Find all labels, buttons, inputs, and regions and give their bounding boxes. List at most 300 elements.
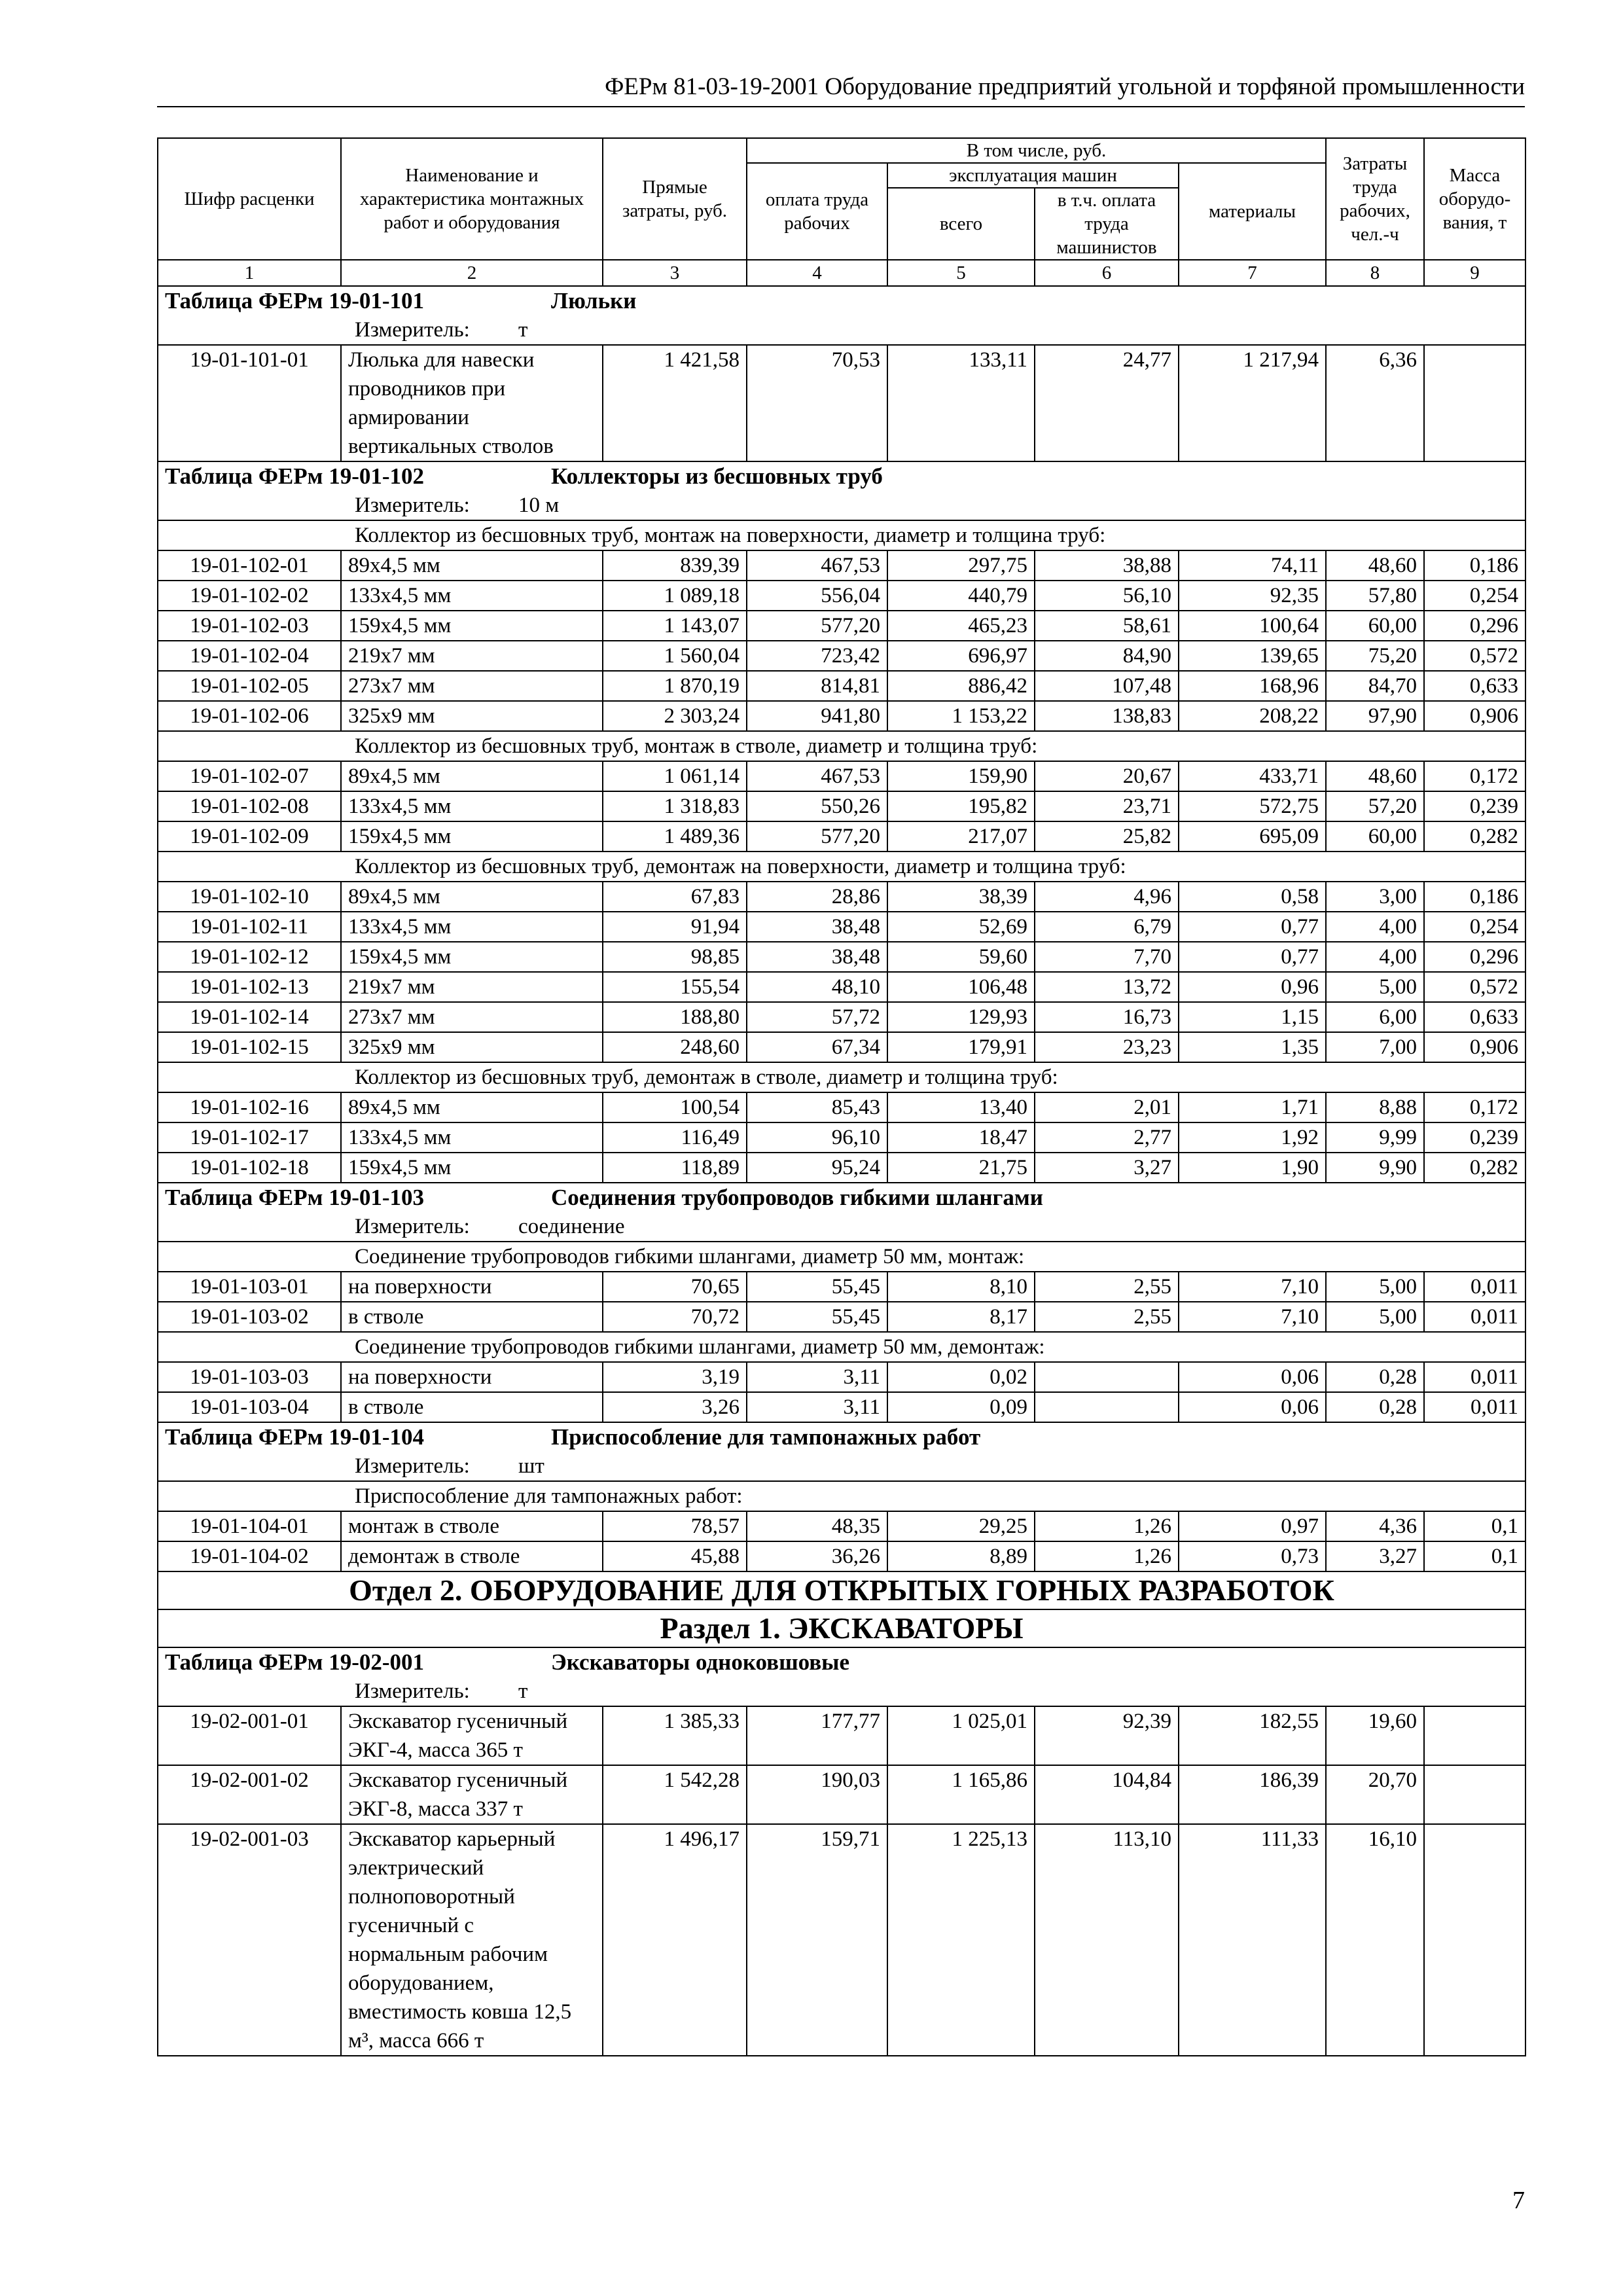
value-c3: 188,80 bbox=[603, 1002, 747, 1032]
table-row bbox=[158, 821, 1525, 852]
rate-code: 19-01-102-18 bbox=[158, 1153, 341, 1183]
col-code-header: Шифр расценки bbox=[158, 138, 341, 260]
value-c9: 0,186 bbox=[1424, 550, 1525, 581]
col-number: 1 bbox=[158, 260, 341, 286]
value-c3: 1 089,18 bbox=[603, 581, 747, 611]
value-c9: 0,011 bbox=[1424, 1302, 1525, 1332]
value-c4: 3,11 bbox=[747, 1362, 887, 1392]
value-c6: 58,61 bbox=[1035, 611, 1179, 641]
value-c6 bbox=[1035, 1392, 1179, 1422]
col-labor-hours-header: Затраты труда рабочих, чел.-ч bbox=[1326, 138, 1424, 260]
rate-code: 19-01-101-01 bbox=[158, 345, 341, 461]
table-title-cell bbox=[158, 1647, 1525, 1677]
table-number: Таблица ФЕРм 19-01-101 bbox=[165, 288, 425, 314]
section-row bbox=[158, 1571, 1525, 1609]
table-row bbox=[158, 671, 1525, 701]
table-number: Таблица ФЕРм 19-02-001 bbox=[165, 1649, 425, 1675]
col-mach-total-header: всего bbox=[887, 188, 1035, 260]
table-row bbox=[158, 1362, 1525, 1392]
section-heading: Отдел 2. ОБОРУДОВАНИЕ ДЛЯ ОТКРЫТЫХ ГОРНЫХ РАЗРАБОТОК bbox=[158, 1571, 1525, 1609]
value-c9: 0,282 bbox=[1424, 821, 1525, 852]
work-name: 133х4,5 мм bbox=[341, 791, 603, 821]
work-name: 159х4,5 мм bbox=[341, 821, 603, 852]
col-incl-header: В том числе, руб. bbox=[747, 138, 1326, 163]
measure-cell bbox=[158, 315, 1525, 345]
col-number: 7 bbox=[1179, 260, 1326, 286]
measure-label: Измеритель: bbox=[355, 1215, 470, 1238]
value-c3: 98,85 bbox=[603, 942, 747, 972]
value-c5: 465,23 bbox=[887, 611, 1035, 641]
work-name: монтаж в стволе bbox=[341, 1511, 603, 1541]
work-name: 89х4,5 мм bbox=[341, 550, 603, 581]
value-c6: 16,73 bbox=[1035, 1002, 1179, 1032]
subheading-row bbox=[158, 1062, 1525, 1092]
table-row bbox=[158, 1392, 1525, 1422]
table-title-cell bbox=[158, 1422, 1525, 1452]
measure-label: Измеритель: bbox=[355, 318, 470, 342]
subheading-text: Коллектор из бесшовных труб, демонтаж в стволе, диаметр и толщина труб: bbox=[158, 1062, 1525, 1092]
value-c9: 0,239 bbox=[1424, 1122, 1525, 1153]
value-c5: 1 225,13 bbox=[887, 1824, 1035, 2056]
value-c9: 0,186 bbox=[1424, 882, 1525, 912]
work-name: 89х4,5 мм bbox=[341, 882, 603, 912]
measure-unit: 10 м bbox=[518, 493, 560, 517]
value-c3: 100,54 bbox=[603, 1092, 747, 1122]
table-row bbox=[158, 761, 1525, 791]
value-c3: 70,72 bbox=[603, 1302, 747, 1332]
value-c3: 91,94 bbox=[603, 912, 747, 942]
rate-code: 19-01-102-06 bbox=[158, 701, 341, 731]
value-c9: 0,296 bbox=[1424, 611, 1525, 641]
measure-unit: т bbox=[518, 1679, 528, 1703]
value-c4: 28,86 bbox=[747, 882, 887, 912]
value-c9 bbox=[1424, 1706, 1525, 1765]
value-c6: 1,26 bbox=[1035, 1511, 1179, 1541]
table-row bbox=[158, 641, 1525, 671]
table-header bbox=[158, 138, 1525, 286]
work-name: 219х7 мм bbox=[341, 972, 603, 1002]
col-number: 9 bbox=[1424, 260, 1525, 286]
value-c4: 36,26 bbox=[747, 1541, 887, 1571]
value-c9: 0,1 bbox=[1424, 1511, 1525, 1541]
value-c4: 190,03 bbox=[747, 1765, 887, 1824]
value-c4: 67,34 bbox=[747, 1032, 887, 1062]
work-name: 159х4,5 мм bbox=[341, 942, 603, 972]
table-row bbox=[158, 791, 1525, 821]
table-title: Экскаваторы одноковшовые bbox=[551, 1649, 850, 1675]
value-c5: 29,25 bbox=[887, 1511, 1035, 1541]
value-c3: 70,65 bbox=[603, 1272, 747, 1302]
value-c9: 0,011 bbox=[1424, 1362, 1525, 1392]
value-c7: 1,92 bbox=[1179, 1122, 1326, 1153]
value-c8: 4,00 bbox=[1326, 942, 1424, 972]
value-c9: 0,011 bbox=[1424, 1392, 1525, 1422]
subheading-text: Соединение трубопроводов гибкими шлангами, диаметр 50 мм, демонтаж: bbox=[158, 1332, 1525, 1362]
value-c4: 48,35 bbox=[747, 1511, 887, 1541]
table-number: Таблица ФЕРм 19-01-104 bbox=[165, 1424, 425, 1450]
value-c7: 0,96 bbox=[1179, 972, 1326, 1002]
measure-row bbox=[158, 1677, 1525, 1706]
value-c7: 1,71 bbox=[1179, 1092, 1326, 1122]
table-number: Таблица ФЕРм 19-01-103 bbox=[165, 1185, 425, 1210]
value-c4: 577,20 bbox=[747, 611, 887, 641]
table-row bbox=[158, 972, 1525, 1002]
value-c4: 550,26 bbox=[747, 791, 887, 821]
value-c4: 95,24 bbox=[747, 1153, 887, 1183]
value-c9: 0,572 bbox=[1424, 641, 1525, 671]
work-name: в стволе bbox=[341, 1302, 603, 1332]
value-c3: 1 489,36 bbox=[603, 821, 747, 852]
table-row bbox=[158, 1122, 1525, 1153]
value-c7: 1,35 bbox=[1179, 1032, 1326, 1062]
work-name: 89х4,5 мм bbox=[341, 761, 603, 791]
measure-label: Измеритель: bbox=[355, 1679, 470, 1703]
value-c7: 111,33 bbox=[1179, 1824, 1326, 2056]
section-heading: Раздел 1. ЭКСКАВАТОРЫ bbox=[158, 1609, 1525, 1647]
value-c7: 100,64 bbox=[1179, 611, 1326, 641]
col-number: 8 bbox=[1326, 260, 1424, 286]
value-c7: 139,65 bbox=[1179, 641, 1326, 671]
value-c8: 5,00 bbox=[1326, 972, 1424, 1002]
rate-code: 19-01-102-17 bbox=[158, 1122, 341, 1153]
value-c5: 0,09 bbox=[887, 1392, 1035, 1422]
rate-code: 19-01-102-07 bbox=[158, 761, 341, 791]
table-row bbox=[158, 1302, 1525, 1332]
col-direct-header: Прямые затраты, руб. bbox=[603, 138, 747, 260]
value-c4: 70,53 bbox=[747, 345, 887, 461]
value-c3: 1 143,07 bbox=[603, 611, 747, 641]
value-c5: 106,48 bbox=[887, 972, 1035, 1002]
rate-code: 19-01-102-05 bbox=[158, 671, 341, 701]
value-c6: 24,77 bbox=[1035, 345, 1179, 461]
value-c8: 19,60 bbox=[1326, 1706, 1424, 1765]
value-c3: 45,88 bbox=[603, 1541, 747, 1571]
table-title-row bbox=[158, 461, 1525, 491]
table-row bbox=[158, 1092, 1525, 1122]
rate-code: 19-01-103-01 bbox=[158, 1272, 341, 1302]
value-c3: 1 421,58 bbox=[603, 345, 747, 461]
value-c4: 723,42 bbox=[747, 641, 887, 671]
measure-row bbox=[158, 1452, 1525, 1481]
work-name: Люлька для навески проводников при армировании вертикальных стволов bbox=[341, 345, 603, 461]
value-c4: 467,53 bbox=[747, 550, 887, 581]
value-c7: 572,75 bbox=[1179, 791, 1326, 821]
work-name: демонтаж в стволе bbox=[341, 1541, 603, 1571]
value-c9: 0,1 bbox=[1424, 1541, 1525, 1571]
value-c6: 23,23 bbox=[1035, 1032, 1179, 1062]
value-c3: 839,39 bbox=[603, 550, 747, 581]
value-c6: 2,55 bbox=[1035, 1302, 1179, 1332]
value-c7: 0,73 bbox=[1179, 1541, 1326, 1571]
work-name: 133х4,5 мм bbox=[341, 581, 603, 611]
value-c3: 3,19 bbox=[603, 1362, 747, 1392]
rate-code: 19-02-001-02 bbox=[158, 1765, 341, 1824]
value-c5: 1 025,01 bbox=[887, 1706, 1035, 1765]
table-title-cell bbox=[158, 461, 1525, 491]
value-c3: 1 318,83 bbox=[603, 791, 747, 821]
measure-row bbox=[158, 315, 1525, 345]
value-c6: 6,79 bbox=[1035, 912, 1179, 942]
table-row bbox=[158, 1824, 1525, 2056]
subheading-text: Приспособление для тампонажных работ: bbox=[158, 1481, 1525, 1511]
value-c9 bbox=[1424, 1824, 1525, 2056]
value-c4: 941,80 bbox=[747, 701, 887, 731]
value-c7: 208,22 bbox=[1179, 701, 1326, 731]
table-title: Коллекторы из бесшовных труб bbox=[551, 463, 883, 489]
value-c3: 155,54 bbox=[603, 972, 747, 1002]
value-c4: 55,45 bbox=[747, 1272, 887, 1302]
work-name: 133х4,5 мм bbox=[341, 1122, 603, 1153]
value-c5: 297,75 bbox=[887, 550, 1035, 581]
page-number: 7 bbox=[1512, 2187, 1525, 2214]
value-c7: 433,71 bbox=[1179, 761, 1326, 791]
value-c9: 0,906 bbox=[1424, 1032, 1525, 1062]
value-c5: 886,42 bbox=[887, 671, 1035, 701]
subheading-text: Коллектор из бесшовных труб, монтаж в стволе, диаметр и толщина труб: bbox=[158, 731, 1525, 761]
value-c8: 57,80 bbox=[1326, 581, 1424, 611]
table-row bbox=[158, 1511, 1525, 1541]
running-header: ФЕРм 81-03-19-2001 Оборудование предприятий угольной и торфяной промышленности bbox=[157, 71, 1525, 107]
rate-code: 19-01-102-02 bbox=[158, 581, 341, 611]
value-c5: 159,90 bbox=[887, 761, 1035, 791]
value-c8: 3,27 bbox=[1326, 1541, 1424, 1571]
value-c5: 21,75 bbox=[887, 1153, 1035, 1183]
value-c4: 38,48 bbox=[747, 942, 887, 972]
table-title-row bbox=[158, 1647, 1525, 1677]
value-c5: 129,93 bbox=[887, 1002, 1035, 1032]
value-c3: 1 560,04 bbox=[603, 641, 747, 671]
rate-code: 19-01-102-13 bbox=[158, 972, 341, 1002]
value-c8: 9,99 bbox=[1326, 1122, 1424, 1153]
value-c9: 0,296 bbox=[1424, 942, 1525, 972]
value-c8: 4,00 bbox=[1326, 912, 1424, 942]
table-row bbox=[158, 1765, 1525, 1824]
value-c3: 118,89 bbox=[603, 1153, 747, 1183]
work-name: 273х7 мм bbox=[341, 1002, 603, 1032]
rate-code: 19-01-102-11 bbox=[158, 912, 341, 942]
value-c7: 0,77 bbox=[1179, 912, 1326, 942]
value-c3: 1 061,14 bbox=[603, 761, 747, 791]
value-c8: 48,60 bbox=[1326, 550, 1424, 581]
work-name: Экскаватор гусеничный ЭКГ-8, масса 337 т bbox=[341, 1765, 603, 1824]
value-c3: 2 303,24 bbox=[603, 701, 747, 731]
col-number: 5 bbox=[887, 260, 1035, 286]
rate-code: 19-01-102-04 bbox=[158, 641, 341, 671]
value-c8: 8,88 bbox=[1326, 1092, 1424, 1122]
value-c8: 0,28 bbox=[1326, 1392, 1424, 1422]
subheading-row bbox=[158, 520, 1525, 550]
table-row bbox=[158, 1706, 1525, 1765]
table-body bbox=[158, 286, 1525, 2056]
measure-cell bbox=[158, 1677, 1525, 1706]
subheading-text: Соединение трубопроводов гибкими шлангами, диаметр 50 мм, монтаж: bbox=[158, 1242, 1525, 1272]
rate-code: 19-01-102-16 bbox=[158, 1092, 341, 1122]
value-c8: 97,90 bbox=[1326, 701, 1424, 731]
work-name: 89х4,5 мм bbox=[341, 1092, 603, 1122]
measure-unit: шт bbox=[518, 1454, 544, 1478]
value-c9: 0,172 bbox=[1424, 1092, 1525, 1122]
table-row bbox=[158, 1541, 1525, 1571]
value-c7: 1 217,94 bbox=[1179, 345, 1326, 461]
value-c9: 0,906 bbox=[1424, 701, 1525, 731]
work-name: 325х9 мм bbox=[341, 701, 603, 731]
value-c8: 3,00 bbox=[1326, 882, 1424, 912]
column-numbers-row bbox=[158, 260, 1525, 286]
col-number: 3 bbox=[603, 260, 747, 286]
table-row bbox=[158, 701, 1525, 731]
value-c4: 556,04 bbox=[747, 581, 887, 611]
value-c7: 0,58 bbox=[1179, 882, 1326, 912]
measure-cell bbox=[158, 491, 1525, 520]
value-c5: 1 153,22 bbox=[887, 701, 1035, 731]
subheading-row bbox=[158, 1242, 1525, 1272]
value-c3: 1 870,19 bbox=[603, 671, 747, 701]
table-title-row bbox=[158, 1183, 1525, 1212]
value-c6: 113,10 bbox=[1035, 1824, 1179, 2056]
value-c7: 695,09 bbox=[1179, 821, 1326, 852]
value-c6: 3,27 bbox=[1035, 1153, 1179, 1183]
value-c4: 48,10 bbox=[747, 972, 887, 1002]
work-name: 133х4,5 мм bbox=[341, 912, 603, 942]
value-c4: 57,72 bbox=[747, 1002, 887, 1032]
value-c7: 168,96 bbox=[1179, 671, 1326, 701]
work-name: 219х7 мм bbox=[341, 641, 603, 671]
value-c3: 1 496,17 bbox=[603, 1824, 747, 2056]
table-row bbox=[158, 882, 1525, 912]
value-c6: 2,77 bbox=[1035, 1122, 1179, 1153]
table-row bbox=[158, 942, 1525, 972]
value-c5: 8,89 bbox=[887, 1541, 1035, 1571]
value-c9: 0,011 bbox=[1424, 1272, 1525, 1302]
value-c8: 4,36 bbox=[1326, 1511, 1424, 1541]
rate-code: 19-01-102-08 bbox=[158, 791, 341, 821]
value-c8: 16,10 bbox=[1326, 1824, 1424, 2056]
value-c5: 38,39 bbox=[887, 882, 1035, 912]
table-number: Таблица ФЕРм 19-01-102 bbox=[165, 463, 425, 489]
value-c6: 104,84 bbox=[1035, 1765, 1179, 1824]
value-c9 bbox=[1424, 1765, 1525, 1824]
value-c4: 3,11 bbox=[747, 1392, 887, 1422]
rate-code: 19-01-102-14 bbox=[158, 1002, 341, 1032]
value-c7: 0,97 bbox=[1179, 1511, 1326, 1541]
value-c8: 48,60 bbox=[1326, 761, 1424, 791]
col-name-header: Наименование и характеристика монтажных работ и оборудования bbox=[341, 138, 603, 260]
value-c4: 85,43 bbox=[747, 1092, 887, 1122]
col-mach-labor-header: в т.ч. оплата труда машинистов bbox=[1035, 188, 1179, 260]
work-name: 273х7 мм bbox=[341, 671, 603, 701]
table-row bbox=[158, 1153, 1525, 1183]
value-c6: 7,70 bbox=[1035, 942, 1179, 972]
value-c8: 9,90 bbox=[1326, 1153, 1424, 1183]
value-c6: 1,26 bbox=[1035, 1541, 1179, 1571]
value-c9: 0,239 bbox=[1424, 791, 1525, 821]
subheading-row bbox=[158, 852, 1525, 882]
value-c5: 133,11 bbox=[887, 345, 1035, 461]
value-c9: 0,254 bbox=[1424, 581, 1525, 611]
table-row bbox=[158, 1272, 1525, 1302]
value-c3: 248,60 bbox=[603, 1032, 747, 1062]
value-c4: 814,81 bbox=[747, 671, 887, 701]
work-name: Экскаватор гусеничный ЭКГ-4, масса 365 т bbox=[341, 1706, 603, 1765]
rate-code: 19-01-102-03 bbox=[158, 611, 341, 641]
value-c9: 0,282 bbox=[1424, 1153, 1525, 1183]
rate-code: 19-01-102-15 bbox=[158, 1032, 341, 1062]
value-c7: 7,10 bbox=[1179, 1272, 1326, 1302]
table-row bbox=[158, 1032, 1525, 1062]
value-c8: 60,00 bbox=[1326, 821, 1424, 852]
subheading-row bbox=[158, 731, 1525, 761]
value-c5: 1 165,86 bbox=[887, 1765, 1035, 1824]
measure-cell bbox=[158, 1452, 1525, 1481]
value-c7: 92,35 bbox=[1179, 581, 1326, 611]
table-title-row bbox=[158, 1422, 1525, 1452]
value-c4: 55,45 bbox=[747, 1302, 887, 1332]
table-title-cell bbox=[158, 1183, 1525, 1212]
value-c6: 2,55 bbox=[1035, 1272, 1179, 1302]
value-c7: 0,06 bbox=[1179, 1392, 1326, 1422]
rate-code: 19-02-001-03 bbox=[158, 1824, 341, 2056]
value-c6: 138,83 bbox=[1035, 701, 1179, 731]
value-c6: 4,96 bbox=[1035, 882, 1179, 912]
table-row bbox=[158, 550, 1525, 581]
value-c7: 1,15 bbox=[1179, 1002, 1326, 1032]
value-c9: 0,633 bbox=[1424, 1002, 1525, 1032]
rates-table bbox=[157, 137, 1526, 2056]
table-row bbox=[158, 1002, 1525, 1032]
value-c9: 0,254 bbox=[1424, 912, 1525, 942]
col-mass-header: Масса оборудо-вания, т bbox=[1424, 138, 1525, 260]
col-labor-pay-header: оплата труда рабочих bbox=[747, 163, 887, 260]
value-c5: 8,10 bbox=[887, 1272, 1035, 1302]
value-c3: 78,57 bbox=[603, 1511, 747, 1541]
value-c9: 0,172 bbox=[1424, 761, 1525, 791]
value-c7: 74,11 bbox=[1179, 550, 1326, 581]
value-c3: 116,49 bbox=[603, 1122, 747, 1153]
table-row bbox=[158, 912, 1525, 942]
value-c5: 696,97 bbox=[887, 641, 1035, 671]
measure-row bbox=[158, 1212, 1525, 1242]
value-c7: 7,10 bbox=[1179, 1302, 1326, 1332]
value-c4: 38,48 bbox=[747, 912, 887, 942]
col-number: 2 bbox=[341, 260, 603, 286]
value-c6: 38,88 bbox=[1035, 550, 1179, 581]
value-c5: 52,69 bbox=[887, 912, 1035, 942]
value-c8: 0,28 bbox=[1326, 1362, 1424, 1392]
subheading-text: Коллектор из бесшовных труб, демонтаж на поверхности, диаметр и толщина труб: bbox=[158, 852, 1525, 882]
value-c6: 84,90 bbox=[1035, 641, 1179, 671]
table-title: Приспособление для тампонажных работ bbox=[551, 1424, 981, 1450]
value-c5: 8,17 bbox=[887, 1302, 1035, 1332]
value-c7: 186,39 bbox=[1179, 1765, 1326, 1824]
rate-code: 19-01-104-01 bbox=[158, 1511, 341, 1541]
col-materials-header: материалы bbox=[1179, 163, 1326, 260]
value-c5: 59,60 bbox=[887, 942, 1035, 972]
rate-code: 19-01-102-01 bbox=[158, 550, 341, 581]
value-c8: 75,20 bbox=[1326, 641, 1424, 671]
work-name: в стволе bbox=[341, 1392, 603, 1422]
value-c8: 7,00 bbox=[1326, 1032, 1424, 1062]
measure-label: Измеритель: bbox=[355, 493, 470, 517]
measure-row bbox=[158, 491, 1525, 520]
value-c8: 5,00 bbox=[1326, 1272, 1424, 1302]
value-c8: 5,00 bbox=[1326, 1302, 1424, 1332]
value-c4: 467,53 bbox=[747, 761, 887, 791]
value-c9 bbox=[1424, 345, 1525, 461]
value-c5: 179,91 bbox=[887, 1032, 1035, 1062]
value-c6: 23,71 bbox=[1035, 791, 1179, 821]
value-c9: 0,633 bbox=[1424, 671, 1525, 701]
rate-code: 19-01-103-04 bbox=[158, 1392, 341, 1422]
